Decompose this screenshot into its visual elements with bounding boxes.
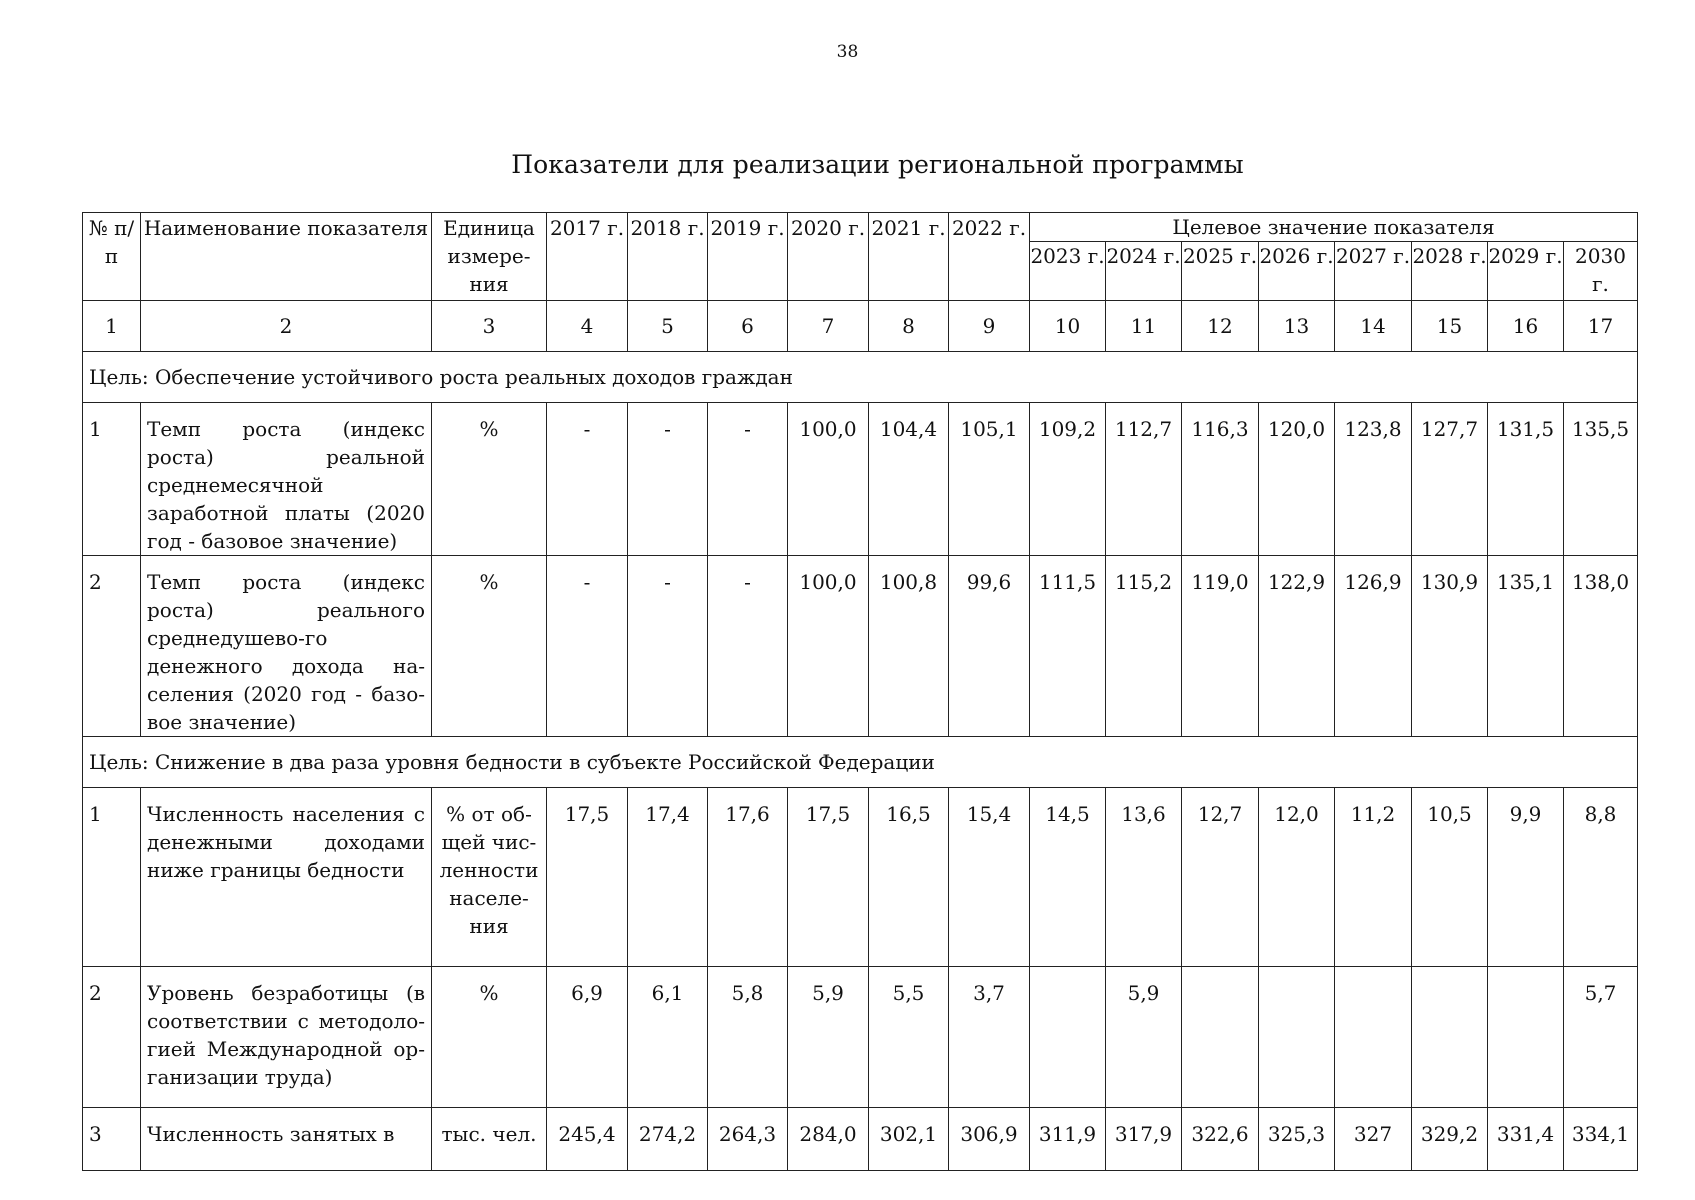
column-number: 7 — [788, 301, 869, 352]
header-year: 2022 г. — [949, 213, 1030, 301]
column-number: 13 — [1259, 301, 1335, 352]
value-cell: 115,2 — [1106, 556, 1182, 737]
indicator-name: Численность населения с денежными доходами ниже границы бедности — [141, 788, 432, 967]
value-cell: 122,9 — [1259, 556, 1335, 737]
value-cell: 109,2 — [1030, 403, 1106, 556]
value-cell: 116,3 — [1182, 403, 1259, 556]
value-cell: 120,0 — [1259, 403, 1335, 556]
value-cell: 329,2 — [1412, 1108, 1488, 1171]
indicator-name: Темп роста (индекс роста) реального среднедушево-го денежного дохода на-селения (2020 год - базо-вое значение) — [141, 556, 432, 737]
column-number: 11 — [1106, 301, 1182, 352]
value-cell: 5,9 — [1106, 967, 1182, 1108]
value-cell: 8,8 — [1564, 788, 1638, 967]
value-cell: 100,0 — [788, 556, 869, 737]
column-number: 15 — [1412, 301, 1488, 352]
column-number: 12 — [1182, 301, 1259, 352]
header-year: 2018 г. — [628, 213, 708, 301]
value-cell: - — [547, 556, 628, 737]
table-row — [83, 967, 1638, 1108]
value-cell: - — [628, 556, 708, 737]
value-cell: 15,4 — [949, 788, 1030, 967]
table-row — [83, 1108, 1638, 1171]
value-cell: 5,8 — [708, 967, 788, 1108]
value-cell: 17,5 — [547, 788, 628, 967]
row-index: 1 — [83, 403, 141, 556]
value-cell: 135,5 — [1564, 403, 1638, 556]
value-cell: 264,3 — [708, 1108, 788, 1171]
column-number: 6 — [708, 301, 788, 352]
value-cell: 245,4 — [547, 1108, 628, 1171]
value-cell — [1412, 967, 1488, 1108]
column-number: 5 — [628, 301, 708, 352]
value-cell: 5,7 — [1564, 967, 1638, 1108]
indicator-unit: % — [432, 967, 547, 1108]
header-year: 2020 г. — [788, 213, 869, 301]
value-cell: 130,9 — [1412, 556, 1488, 737]
value-cell: 11,2 — [1335, 788, 1412, 967]
value-cell: 138,0 — [1564, 556, 1638, 737]
column-number: 1 — [83, 301, 141, 352]
row-index: 3 — [83, 1108, 141, 1171]
value-cell: - — [708, 556, 788, 737]
value-cell: 3,7 — [949, 967, 1030, 1108]
value-cell: 104,4 — [869, 403, 949, 556]
column-number: 14 — [1335, 301, 1412, 352]
header-year: 2021 г. — [869, 213, 949, 301]
indicator-name: Уровень безработицы (в соответствии с методоло-гией Международной ор-ганизации труда) — [141, 967, 432, 1108]
value-cell: 131,5 — [1488, 403, 1564, 556]
indicators-table — [82, 212, 1638, 1171]
header-target-year: 2023 г. — [1030, 242, 1106, 301]
value-cell: 127,7 — [1412, 403, 1488, 556]
value-cell: 13,6 — [1106, 788, 1182, 967]
goal-row — [83, 352, 1638, 403]
value-cell: 105,1 — [949, 403, 1030, 556]
indicator-unit: % от об-щей чис-ленности населе-ния — [432, 788, 547, 967]
value-cell: - — [547, 403, 628, 556]
value-cell: 17,6 — [708, 788, 788, 967]
value-cell: 325,3 — [1259, 1108, 1335, 1171]
header-number: № п/п — [83, 213, 141, 301]
header-target-year: 2028 г. — [1412, 242, 1488, 301]
header-target-year: 2030 г. — [1564, 242, 1638, 301]
column-numbers-row — [83, 301, 1638, 352]
column-number: 10 — [1030, 301, 1106, 352]
header-target-group: Целевое значение показателя — [1030, 213, 1638, 242]
column-number: 17 — [1564, 301, 1638, 352]
table-row — [83, 556, 1638, 737]
value-cell: 112,7 — [1106, 403, 1182, 556]
value-cell: 334,1 — [1564, 1108, 1638, 1171]
header-target-year: 2024 г. — [1106, 242, 1182, 301]
row-index: 2 — [83, 556, 141, 737]
column-number: 4 — [547, 301, 628, 352]
indicator-unit: тыс. чел. — [432, 1108, 547, 1171]
header-target-year: 2025 г. — [1182, 242, 1259, 301]
value-cell: 317,9 — [1106, 1108, 1182, 1171]
value-cell: 12,0 — [1259, 788, 1335, 967]
header-unit: Единица измере-ния — [432, 213, 547, 301]
goal-heading: Цель: Обеспечение устойчивого роста реальных доходов граждан — [83, 352, 1638, 403]
value-cell: 302,1 — [869, 1108, 949, 1171]
goal-heading: Цель: Снижение в два раза уровня бедности в субъекте Российской Федерации — [83, 737, 1638, 788]
value-cell — [1182, 967, 1259, 1108]
value-cell: 14,5 — [1030, 788, 1106, 967]
value-cell: 100,8 — [869, 556, 949, 737]
value-cell: 331,4 — [1488, 1108, 1564, 1171]
indicator-name: Темп роста (индекс роста) реальной среднемесячной заработной платы (2020 год - базовое значение) — [141, 403, 432, 556]
row-index: 2 — [83, 967, 141, 1108]
value-cell: 306,9 — [949, 1108, 1030, 1171]
indicator-name: Численность занятых в — [141, 1108, 432, 1171]
page-number: 38 — [836, 42, 859, 62]
value-cell — [1259, 967, 1335, 1108]
header-target-year: 2029 г. — [1488, 242, 1564, 301]
value-cell: 274,2 — [628, 1108, 708, 1171]
value-cell: 16,5 — [869, 788, 949, 967]
value-cell: 135,1 — [1488, 556, 1564, 737]
document-title: Показатели для реализации региональной программы — [511, 150, 1244, 179]
value-cell: 123,8 — [1335, 403, 1412, 556]
row-index: 1 — [83, 788, 141, 967]
value-cell — [1488, 967, 1564, 1108]
value-cell — [1030, 967, 1106, 1108]
value-cell: 126,9 — [1335, 556, 1412, 737]
column-number: 9 — [949, 301, 1030, 352]
value-cell: 100,0 — [788, 403, 869, 556]
value-cell: 6,1 — [628, 967, 708, 1108]
goal-row — [83, 737, 1638, 788]
column-number: 3 — [432, 301, 547, 352]
value-cell: 5,5 — [869, 967, 949, 1108]
value-cell: - — [628, 403, 708, 556]
header-year: 2017 г. — [547, 213, 628, 301]
value-cell: 284,0 — [788, 1108, 869, 1171]
table-row — [83, 788, 1638, 967]
value-cell: 10,5 — [1412, 788, 1488, 967]
header-name: Наименование показателя — [141, 213, 432, 301]
column-number: 16 — [1488, 301, 1564, 352]
column-number: 8 — [869, 301, 949, 352]
value-cell: 17,5 — [788, 788, 869, 967]
value-cell: 119,0 — [1182, 556, 1259, 737]
header-row — [83, 213, 1638, 242]
value-cell — [1335, 967, 1412, 1108]
table-body — [83, 213, 1638, 1171]
table-row — [83, 403, 1638, 556]
value-cell: 9,9 — [1488, 788, 1564, 967]
value-cell: 111,5 — [1030, 556, 1106, 737]
value-cell: 322,6 — [1182, 1108, 1259, 1171]
column-number: 2 — [141, 301, 432, 352]
value-cell: - — [708, 403, 788, 556]
indicator-unit: % — [432, 556, 547, 737]
value-cell: 5,9 — [788, 967, 869, 1108]
value-cell: 17,4 — [628, 788, 708, 967]
value-cell: 327 — [1335, 1108, 1412, 1171]
value-cell: 12,7 — [1182, 788, 1259, 967]
value-cell: 6,9 — [547, 967, 628, 1108]
header-target-year: 2026 г. — [1259, 242, 1335, 301]
indicator-unit: % — [432, 403, 547, 556]
header-target-year: 2027 г. — [1335, 242, 1412, 301]
header-year: 2019 г. — [708, 213, 788, 301]
value-cell: 99,6 — [949, 556, 1030, 737]
value-cell: 311,9 — [1030, 1108, 1106, 1171]
